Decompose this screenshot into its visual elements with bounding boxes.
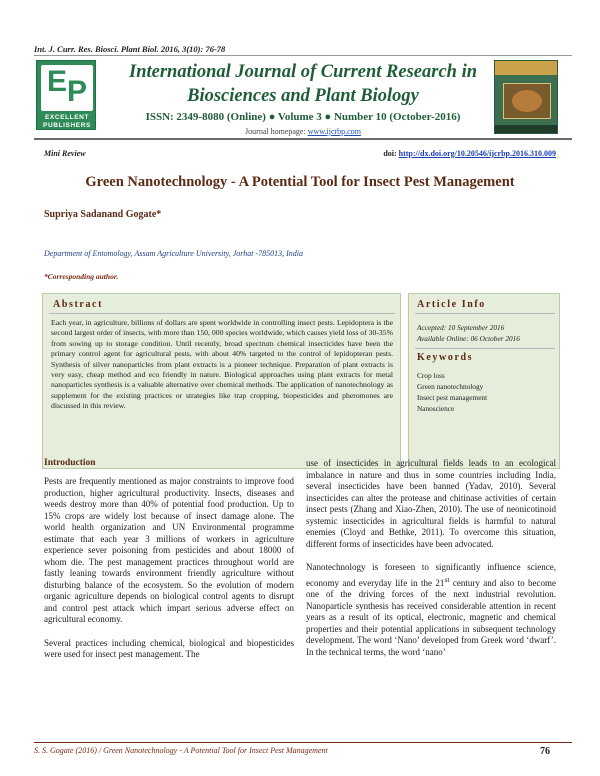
corresponding-author-note: *Corresponding author. — [44, 272, 119, 281]
article-title: Green Nanotechnology - A Potential Tool for Insect Pest Management — [85, 174, 515, 190]
keywords-rule-top — [415, 348, 555, 349]
keywords-heading: Keywords — [417, 352, 474, 363]
doi-link[interactable]: http://dx.doi.org/10.20546/ijcrbp.2016.310.009 — [398, 149, 556, 158]
logo-caption-1: EXCELLENT — [44, 114, 90, 121]
abstract-rule — [49, 313, 395, 314]
homepage-link[interactable]: www.ijcrbp.com — [307, 127, 361, 136]
body-paragraph: Several practices including chemical, biological and biopesticides were used for insect pest management. The — [44, 637, 294, 659]
nanotech-text-start: Nanotechnology is foreseen to significantly influence science, economy and everyday life in the 21 — [306, 562, 556, 588]
logo-mark — [41, 65, 93, 111]
body-paragraph-nanotech — [306, 562, 556, 658]
footer-rule — [34, 742, 572, 743]
article-info-rule — [415, 313, 555, 314]
accepted-date: Accepted: 10 September 2016 — [417, 323, 505, 332]
header-rule-thick — [34, 138, 572, 140]
doi-label: doi: — [383, 149, 397, 158]
cover-band — [495, 61, 558, 75]
journal-title — [118, 60, 488, 108]
abstract-text: Each year, in agriculture, billions of dollars are spent worldwide in controlling insect pests. Lepidoptera is the second largest order of insects, with more than 150, 000 species worldwide, which causes yield loss of 30-35% from sowing up to storage condition. Until recently, broad spectrum chemical insecticides have been the primary control agent for agricultural pests, with about 40% targeted to the control of lepidopteran pests. Synthesis of silver nanoparticles from plant extracts is a pioneer technique. Preparation of plant extracts is very easy, cheap method and eco friendly in nature. Biological approaches using plant extracts for metal nanoparticles synthesis is a valuable alternative over chemical methods. The application of nanotechnology as supplement for the existing practices or strategies like trap cropping, biopesticides and pheromones are discussed in this review. — [51, 318, 393, 411]
article-dates — [417, 322, 520, 344]
body-column-right — [306, 458, 556, 670]
header-rule — [34, 55, 572, 56]
body-column-left — [44, 476, 294, 673]
cover-photo — [503, 83, 551, 119]
logo-letter-e: E — [47, 65, 68, 98]
keyword-item: Crop loss — [417, 371, 445, 380]
doi — [383, 149, 556, 158]
running-head: Int. J. Curr. Res. Biosci. Plant Biol. 2016, 3(10): 76-78 — [34, 44, 226, 54]
superscript-st: st — [444, 574, 450, 584]
body-paragraph: use of insecticides in agricultural fields leads to an ecological imbalance in nature and thus in some countries including India, several insecticides have been banned (Yadav, 2010). Several insecticides can alter the protease and chitinase activities of certain insect pests (Zhang and Xiao-Zhen, 2010). The use of neonicotinoid systemic insecticides in agricultural fields is harmful to natural enemies (Cloyd and Bethke, 2011). To overcome this situation, different forms of insecticides have been advocated. — [306, 458, 556, 549]
journal-homepage — [118, 127, 488, 136]
article-info-box — [408, 293, 560, 469]
available-date: Available Online: 06 October 2016 — [417, 334, 520, 343]
abstract-box — [42, 293, 401, 469]
body-paragraph: Pests are frequently mentioned as major constraints to improve food production, higher agricultural productivity. Insects, diseases and weeds destroy more than 40% of potential food production. Up to 15% crops are widely lost because of insect damage alone. The world health organization and UN Environmental programme estimate that each year 3 millions of workers in agriculture experience sever poisoning from pesticides and about 18000 of whom die. The pest management practices throughout world are fastly leaning towards environment friendly agriculture without disturbing balance of the ecosystem. So the evolution of modern organic agriculture depends on biological control agents to disrupt and control pest attack which impart serious adverse effect on agricultural economy. — [44, 476, 294, 624]
keyword-item: Insect pest management — [417, 393, 488, 402]
keyword-item: Nanoscience — [417, 404, 455, 413]
nanotech-text-rest: century and also to become one of the driving forces of the next industrial revolution. Nanoparticle synthesis has received considerable attention in recent years as a result of its optical, electronic, magnetic and chemical properties and their potential applications in subsequent technology development. The word ‘Nano’ developed from Greek word ‘dwarf’. In the technical terms, the word ‘nano’ — [306, 577, 556, 657]
author-affiliation: Department of Entomology, Assam Agriculture University, Jorhat -785013, India — [44, 249, 304, 258]
page-number: 76 — [540, 746, 550, 757]
logo-caption-2: PUBLISHERS — [43, 122, 91, 129]
journal-title-line-1: International Journal of Current Research in — [129, 62, 477, 82]
homepage-label: Journal homepage: — [245, 127, 306, 136]
cover-footer — [495, 125, 558, 133]
publisher-logo — [36, 60, 96, 130]
introduction-heading: Introduction — [44, 458, 96, 468]
article-type: Mini Review — [44, 149, 86, 158]
journal-cover-image — [494, 60, 558, 134]
article-info-heading: Article Info — [417, 299, 486, 310]
logo-letter-p: P — [67, 75, 88, 108]
keywords-list — [417, 370, 487, 414]
issn-line: ISSN: 2349-8080 (Online) ● Volume 3 ● Number 10 (October-2016) — [145, 111, 461, 123]
footer-citation: S. S. Gogate (2016) / Green Nanotechnology - A Potential Tool for Insect Pest Management — [34, 746, 328, 755]
journal-title-line-2: Biosciences and Plant Biology — [187, 86, 419, 106]
abstract-heading: Abstract — [53, 299, 104, 310]
author-name: Supriya Sadanand Gogate* — [44, 209, 162, 220]
keyword-item: Green nanotechnology — [417, 382, 484, 391]
